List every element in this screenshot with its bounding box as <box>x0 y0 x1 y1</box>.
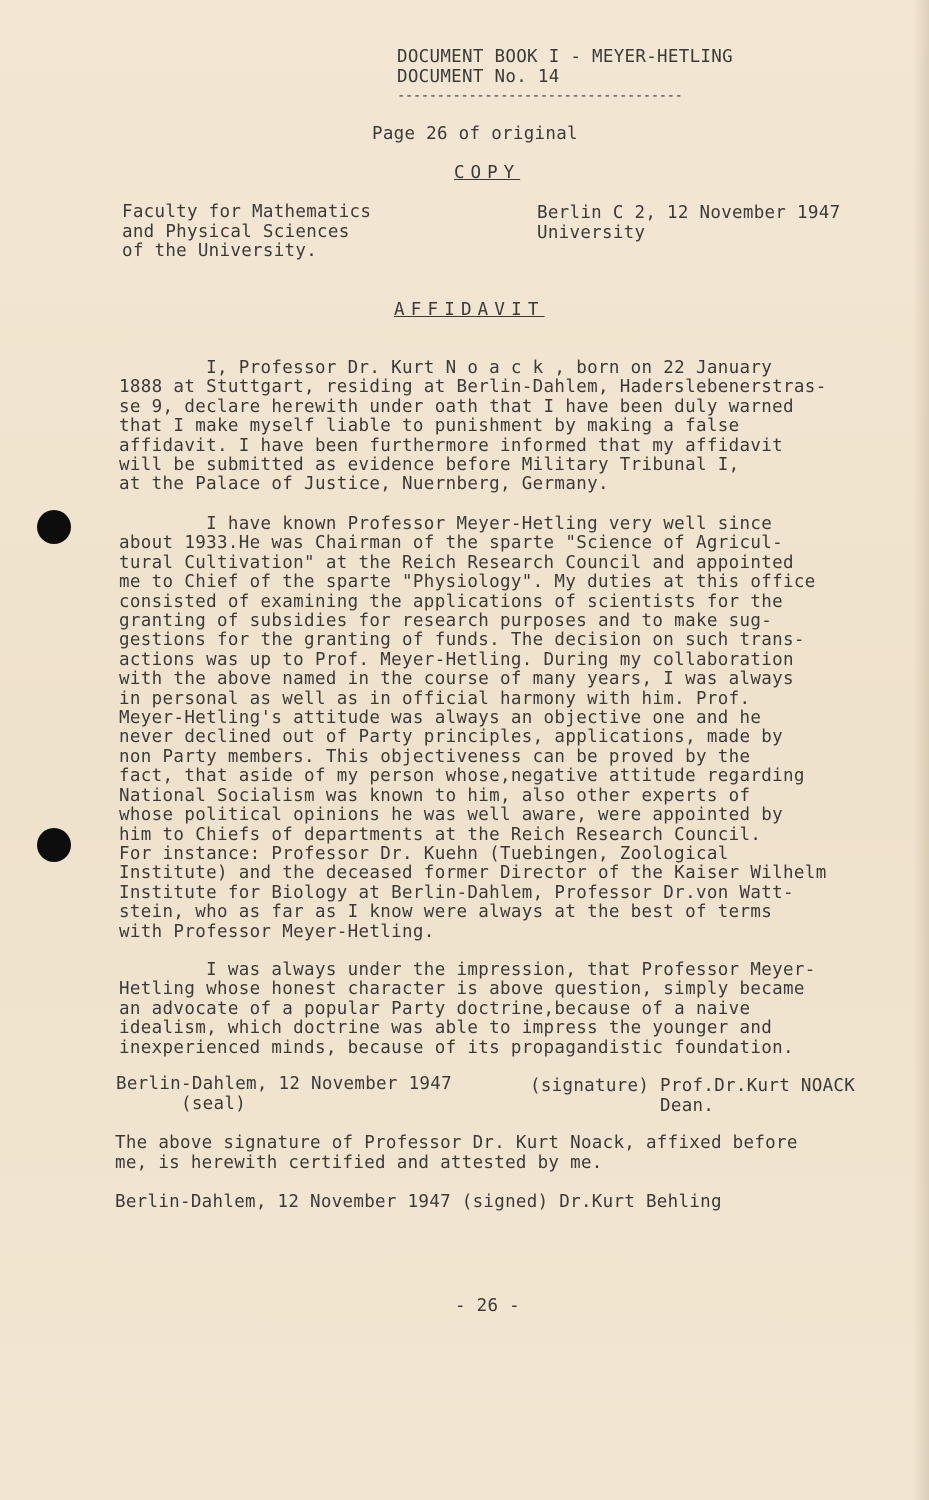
copy-label: COPY <box>454 163 521 183</box>
document-book-line: DOCUMENT BOOK I - MEYER-HETLING <box>397 47 733 67</box>
paragraph-line: me to Chief of the sparte "Physiology". My duties at this office <box>119 572 816 593</box>
faculty-block <box>122 203 371 262</box>
paragraph-line: non Party members. This objectiveness can be proved by the <box>119 746 751 767</box>
paragraph-line: that I make myself liable to punishment by making a false <box>119 416 740 437</box>
paragraph-testimony <box>119 515 827 942</box>
seal-label: (seal) <box>181 1093 247 1114</box>
header-rule: ------------------------------------ <box>397 88 683 104</box>
paragraph-line: never declined out of Party principles, applications, made by <box>119 727 784 748</box>
paragraph-line: fact, that aside of my person whose,negative attitude regarding <box>119 766 805 787</box>
signature-block <box>530 1077 855 1116</box>
paragraph-line: with Professor Meyer-Hetling. <box>119 921 435 942</box>
place-date-block <box>537 204 840 243</box>
signature-name: (signature) Prof.Dr.Kurt NOACK <box>530 1076 856 1096</box>
page-reference: Page 26 of original <box>372 124 578 144</box>
paragraph-line: actions was up to Prof. Meyer-Hetling. During my collaboration <box>119 649 794 670</box>
page-edge-shadow <box>913 0 929 1500</box>
paragraph-line: idealism, which doctrine was able to impress the younger and <box>119 1018 773 1039</box>
paragraph-line: Institute) and the deceased former Director of the Kaiser Wilhelm <box>119 863 827 884</box>
paragraph-line: Institute for Biology at Berlin-Dahlem, Professor Dr.von Watt- <box>119 882 794 903</box>
certification-signature-line: Berlin-Dahlem, 12 November 1947 (signed) Dr.Kurt Behling <box>115 1192 722 1212</box>
paragraph-line: him to Chiefs of departments at the Reich Research Council. <box>119 824 762 845</box>
paragraph-line: For instance: Professor Dr. Kuehn (Tuebingen, Zoological <box>119 843 729 864</box>
place-date-line: University <box>537 222 646 243</box>
paragraph-line: I, Professor Dr. Kurt N o a c k , born on 22 January <box>119 358 773 378</box>
paragraph-line: I was always under the impression, that Professor Meyer- <box>119 960 816 980</box>
paragraph-line: at the Palace of Justice, Nuernberg, Germany. <box>119 474 609 495</box>
signature-date: Berlin-Dahlem, 12 November 1947 <box>116 1074 452 1094</box>
faculty-line: Faculty for Mathematics <box>122 202 372 222</box>
paragraph-line: about 1933.He was Chairman of the sparte "Science of Agricul- <box>119 533 784 554</box>
paragraph-line: Meyer-Hetling's attitude was always an objective one and he <box>119 708 762 729</box>
paragraph-line: affidavit. I have been furthermore informed that my affidavit <box>119 435 784 456</box>
place-date-line: Berlin C 2, 12 November 1947 <box>537 203 841 223</box>
paragraph-line: I have known Professor Meyer-Hetling very well since <box>119 514 773 534</box>
paragraph-line: National Socialism was known to him, also other experts of <box>119 785 751 806</box>
paragraph-line: with the above named in the course of many years, I was always <box>119 669 794 690</box>
faculty-line: and Physical Sciences <box>122 221 350 242</box>
paragraph-line: inexperienced minds, because of its propagandistic foundation. <box>119 1037 794 1058</box>
document-title: AFFIDAVIT <box>394 300 545 320</box>
paragraph-impression <box>119 961 816 1058</box>
paragraph-line: se 9, declare herewith under oath that I have been duly warned <box>119 396 794 417</box>
document-number-line: DOCUMENT No. 14 <box>397 66 560 87</box>
paragraph-line: whose political opinions he was well aware, were appointed by <box>119 805 784 826</box>
paragraph-line: gestions for the granting of funds. The decision on such trans- <box>119 630 805 651</box>
paragraph-line: an advocate of a popular Party doctrine,because of a naive <box>119 998 751 1019</box>
punch-hole-bottom <box>37 828 71 862</box>
paragraph-line: granting of subsidies for research purposes and to make sug- <box>119 611 773 632</box>
certification-line: me, is herewith certified and attested by me. <box>115 1152 603 1173</box>
paragraph-line: in personal as well as in official harmony with him. Prof. <box>119 688 751 709</box>
certification-block <box>115 1134 798 1173</box>
faculty-line: of the University. <box>122 241 318 261</box>
signature-place-date <box>116 1075 452 1114</box>
certification-line: The above signature of Professor Dr. Kurt Noack, affixed before <box>115 1133 798 1153</box>
document-header <box>397 48 733 87</box>
paragraph-line: consisted of examining the applications of scientists for the <box>119 591 784 612</box>
page-number: - 26 - <box>455 1296 521 1316</box>
paragraph-oath <box>119 359 827 495</box>
paragraph-line: will be submitted as evidence before Military Tribunal I, <box>119 455 740 476</box>
paragraph-line: 1888 at Stuttgart, residing at Berlin-Dahlem, Haderslebenerstras- <box>119 377 827 398</box>
paragraph-line: tural Cultivation" at the Reich Research Council and appointed <box>119 552 794 573</box>
paragraph-line: stein, who as far as I know were always at the best of terms <box>119 902 773 923</box>
signature-title: Dean. <box>660 1095 715 1116</box>
punch-hole-top <box>37 510 71 544</box>
paragraph-line: Hetling whose honest character is above question, simply became <box>119 979 805 1000</box>
